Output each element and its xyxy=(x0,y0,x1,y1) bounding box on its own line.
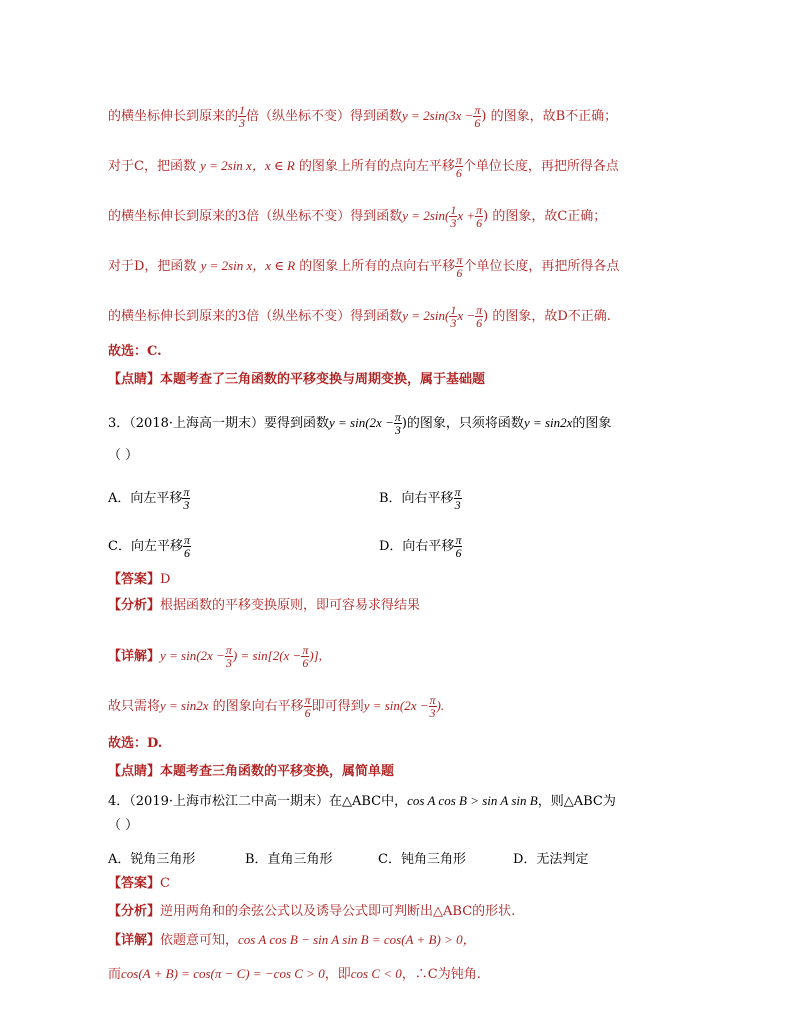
solution-line-2 xyxy=(108,154,619,179)
text: ) 的图象，故B不正确； xyxy=(481,109,618,124)
text: 倍（纵坐标不变）得到函数 xyxy=(246,109,403,124)
comment-text: 本题考查了三角函数的平移变换与周期变换，属于基础题 xyxy=(160,372,486,387)
q3-detail: 【详解】y = sin(2x − $\frac{\pi}{3}$ ) = sin[2(x − $\frac{\pi}{6}$ )], xyxy=(108,643,322,670)
q3-option-a[interactable]: A．向左平移 $\frac{\pi}{3}$ xyxy=(108,485,190,512)
solution-line-1 xyxy=(108,104,617,129)
text: ) 的图象，故C正确； xyxy=(483,209,607,224)
text: 的图象上所有的点向右平移 xyxy=(299,259,456,274)
q3-choice: 故选：D. xyxy=(108,736,163,751)
q4-analysis: 【分析】逆用两角和的余弦公式以及诱导公式即可判断出△ABC的形状. xyxy=(108,904,516,919)
text: 对于C，把函数 xyxy=(108,159,196,174)
formula: y = 2sin(3x − xyxy=(402,108,474,123)
solution-line-5 xyxy=(108,304,611,329)
formula: y = sin2x xyxy=(523,415,573,430)
formula: y = 2sin( xyxy=(402,208,450,223)
text: 的横坐标伸长到原来的3倍（纵坐标不变）得到函数 xyxy=(108,309,403,324)
q3-detail-2: 故只需将y = sin2x 的图象向右平移 $\frac{\pi}{6}$ 即可得到y = sin(2x − $\frac{\pi}{3}$ ). xyxy=(108,693,445,720)
q3-answer: 【答案】D xyxy=(108,572,171,587)
fraction: $\frac{\pi}{6}$ xyxy=(476,303,483,330)
q4-detail: 【详解】依题意可知，cos A cos B − sin A sin B = cos(A + B) > 0， xyxy=(108,932,476,948)
q3-option-b[interactable]: B．向右平移 $\frac{\pi}{3}$ xyxy=(379,485,461,512)
q4-answer: 【答案】C xyxy=(108,876,170,891)
formula: y = 2sin x，x ∈ R xyxy=(200,158,295,173)
fraction: $\frac{\pi}{6}$ xyxy=(455,153,462,180)
text: 的图象 xyxy=(572,416,612,431)
q4-option-d[interactable]: D．无法判定 xyxy=(513,852,589,867)
q3-option-c[interactable]: C．向左平移 $\frac{\pi}{6}$ xyxy=(108,533,190,560)
q3-comment: 【点睛】本题考查三角函数的平移变换，属简单题 xyxy=(108,764,395,779)
text: 个单位长度，再把所得各点 xyxy=(462,159,619,174)
formula: y = 2sin( xyxy=(402,308,450,323)
fraction: $\frac{\pi}{3}$ xyxy=(394,410,401,437)
text: 的横坐标伸长到原来的3倍（纵坐标不变）得到函数 xyxy=(108,209,403,224)
text: ) 的图象，故D不正确. xyxy=(483,309,611,324)
q3-analysis: 【分析】根据函数的平移变换原则，即可容易求得结果 xyxy=(108,598,421,613)
q3-paren: （ ） xyxy=(108,448,139,463)
q4-stem: 4．（2019·上海市松江二中高一期末）在△ABC中，cos A cos B > sin A sin B，则△ABC为 xyxy=(108,793,616,809)
q3-option-d[interactable]: D．向右平移 $\frac{\pi}{6}$ xyxy=(379,533,462,560)
formula: y = 2sin x，x ∈ R xyxy=(200,258,296,273)
text: 的横坐标伸长到原来的 xyxy=(108,109,239,124)
formula: x − xyxy=(457,308,476,323)
text: 3．（2018·上海高一期末）要得到函数 xyxy=(108,416,329,431)
comment-tag: 【点睛】 xyxy=(108,372,161,387)
text: 个单位长度，再把所得各点 xyxy=(463,259,620,274)
q4-option-a[interactable]: A．锐角三角形 xyxy=(108,852,196,867)
formula: y = sin(2x − xyxy=(329,415,394,430)
q3-stem xyxy=(108,411,611,436)
q4-option-c[interactable]: C．钝角三角形 xyxy=(378,852,466,867)
fraction: $\frac{1}{3}$ xyxy=(450,303,457,330)
fraction: $\frac{1}{3}$ xyxy=(239,103,246,130)
fraction: $\frac{\pi}{6}$ xyxy=(476,203,483,230)
text: 的图象上所有的点向左平移 xyxy=(298,159,455,174)
q4-paren: （ ） xyxy=(108,818,139,833)
q4-detail-2: 而cos(A + B) = cos(π − C) = −cos C > 0，即cos C < 0，∴C为钝角. xyxy=(108,966,481,982)
text: )的图象，只须将函数 xyxy=(401,416,524,431)
fraction: $\frac{\pi}{6}$ xyxy=(456,253,463,280)
solution-line-4 xyxy=(108,254,619,279)
q4-option-b[interactable]: B．直角三角形 xyxy=(245,852,333,867)
choice-line: 故选：C. xyxy=(108,344,162,359)
fraction: $\frac{\pi}{6}$ xyxy=(474,103,481,130)
comment-line xyxy=(108,372,485,388)
solution-line-3 xyxy=(108,204,606,229)
formula: x + xyxy=(457,208,476,223)
text: 对于D，把函数 xyxy=(108,259,197,274)
fraction: $\frac{1}{3}$ xyxy=(450,203,457,230)
